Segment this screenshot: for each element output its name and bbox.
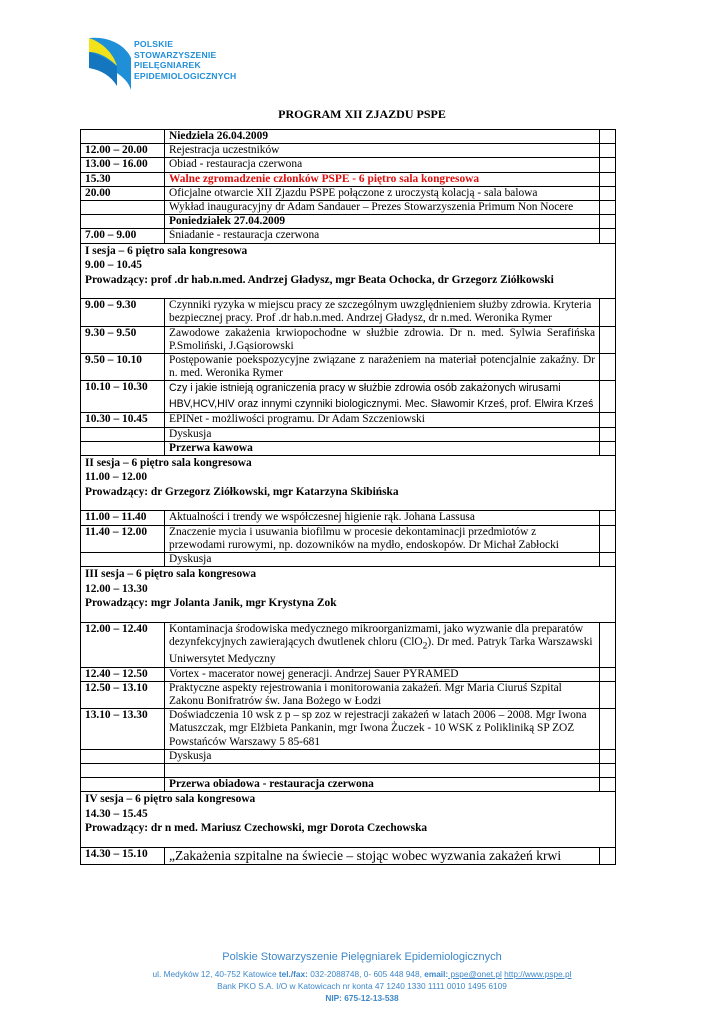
event-cell: Czynniki ryzyka w miejscu pracy ze szczególnym uwzględnieniem służby zdrowia. Kryteria bezpiecznej pracy. Prof .dr hab.n.med. Andrzej Gładysz, dr n.med. Weronika Rymer [165,299,600,326]
table-row [81,622,616,667]
footer-org: Polskie Stowarzyszenie Pielęgniarek Epidemiologicznych [222,951,502,963]
footer-contact: ul. Medyków 12, 40-752 Katowice tel./fax: 032-2088748, 0- 605 448 948, email: pspe@onet.pl http://www.pspe.pl [152,969,572,979]
session-chairs: Prowadzący: dr n med. Mariusz Czechowski, mgr Dorota Czechowska [85,822,428,835]
event-cell: Oficjalne otwarcie XII Zjazdu PSPE połączone z uroczystą kolacją - sala balowa [165,186,600,200]
discussion-cell: Dyskusja [165,553,600,567]
logo-line: POLSKIE [134,39,174,49]
logo-line: STOWARZYSZENIE [134,49,217,60]
event-cell: Śniadanie - restauracja czerwona [165,229,600,243]
event-cell: Znaczenie mycia i usuwania biofilmu w procesie dekontaminacji przedmiotów z przewodami rurowymi, np. dozowników na mydło, endoskopów. Dr Michał Zabłocki [165,525,600,552]
event-cell: Praktyczne aspekty rejestrowania i monitorowania zakażeń. Mgr Maria Ciuruś Szpital Zakonu Bonifratrów św. Jana Bożego w Łodzi [165,681,600,708]
session-header-row [81,567,616,623]
session-title: II sesja – 6 piętro sala kongresowa [85,456,252,469]
table-row [81,427,616,441]
footer-nip: NIP: 675-12-13-538 [325,993,399,1003]
session-time: 14.30 – 15.45 [85,807,148,820]
session-title: III sesja – 6 piętro sala kongresowa [85,568,257,581]
day-heading-row [81,215,616,229]
time-cell: 12.40 – 12.50 [81,667,165,681]
event-cell: Doświadczenia 10 wsk z p – sp zoz w rejestracji zakażeń w latach 2006 – 2008. Mgr Iwona Matuszczak, mgr Elżbieta Pankanin, mgr Iwona Żuczek - 10 WSK z Polikliniką SP ZOZ Powstańców Warszawy 5 85-681 [165,709,600,750]
time-cell: 9.30 – 9.50 [81,326,165,353]
session-header-row [81,243,616,299]
table-row [81,172,616,186]
time-cell: 20.00 [81,186,165,200]
table-row [81,326,616,353]
break-cell: Przerwa kawowa [165,441,600,455]
event-cell [165,622,600,667]
session-time: 12.00 – 13.30 [85,582,148,595]
event-text: ). Dr med. Patryk Tarka Warszawski Uniwersytet Medyczny [169,635,593,666]
event-cell: Obiad - restauracja czerwona [165,158,600,172]
day-heading-row [81,130,616,144]
table-row [81,778,616,792]
table-row [81,229,616,243]
session-chairs: Prowadzący: dr Grzegorz Ziółkowski, mgr Katarzyna Skibińska [85,485,399,498]
table-row [81,681,616,708]
break-cell: Przerwa obiadowa - restauracja czerwona [165,778,600,792]
table-row [81,299,616,326]
table-row [81,158,616,172]
table-row [81,441,616,455]
chem-subscript: 2 [422,641,428,652]
time-cell: 9.50 – 10.10 [81,353,165,380]
table-row [81,847,616,864]
table-row [81,764,616,778]
logo-text [134,39,236,81]
session-chairs: Prowadzący: mgr Jolanta Janik, mgr Krystyna Zok [85,597,337,610]
session-time: 11.00 – 12.00 [85,471,148,484]
time-cell: 9.00 – 9.30 [81,299,165,326]
time-cell: 10.30 – 10.45 [81,413,165,427]
time-cell [81,201,165,215]
time-cell: 14.30 – 15.10 [81,847,165,864]
table-row [81,144,616,158]
session-header-row [81,792,616,848]
table-row [81,511,616,525]
event-cell: Zawodowe zakażenia krwiopochodne w służbie zdrowia. Dr n. med. Sylwia Serafińska P.Smoliński, J.Gąsiorowski [165,326,600,353]
logo-mark-icon [87,36,137,92]
session-chairs: Prowadzący: prof .dr hab.n.med. Andrzej Gładysz, mgr Beata Ochocka, dr Grzegorz Ziółkowski [85,273,554,286]
event-cell: Aktualności i trendy we współczesnej higienie rąk. Johana Lassusa [165,511,600,525]
table-row [81,667,616,681]
session-title: IV sesja – 6 piętro sala kongresowa [85,793,256,806]
time-cell: 12.00 – 12.40 [81,622,165,667]
time-cell: 12.00 – 20.00 [81,144,165,158]
table-row [81,186,616,200]
event-cell: Vortex - macerator nowej generacji. Andrzej Sauer PYRAMED [165,667,600,681]
event-text: Kontaminacja środowiska medycznego mikroorganizmami, jako wyzwanie dla preparatów dezynfekcyjnych zawierających dwutlenek chloru (ClO [169,622,584,648]
table-row [81,201,616,215]
logo-line: EPIDEMIOLOGICZNYCH [134,70,237,81]
table-row [81,413,616,427]
event-cell: Wykład inauguracyjny dr Adam Sandauer – Prezes Stowarzyszenia Primum Non Nocere [165,201,600,215]
event-cell: Rejestracja uczestników [165,144,600,158]
event-cell-highlight: Walne zgromadzenie członków PSPE - 6 piętro sala kongresowa [165,172,600,186]
session-header-row [81,455,616,511]
table-row [81,553,616,567]
day-heading: Poniedziałek 27.04.2009 [165,215,600,229]
time-cell: 10.10 – 10.30 [81,381,165,413]
day-heading: Niedziela 26.04.2009 [165,130,600,144]
discussion-cell: Dyskusja [165,427,600,441]
time-cell: 13.00 – 16.00 [81,158,165,172]
footer-bank: Bank PKO S.A. I/O w Katowicach nr konta 47 1240 1330 1111 0010 1495 6109 [217,981,507,991]
event-cell: „Zakażenia szpitalne na świecie – stojąc wobec wyzwania zakażeń krwi [165,847,600,864]
time-cell: 7.00 – 9.00 [81,229,165,243]
event-cell: Czy i jakie istnieją ograniczenia pracy w służbie zdrowia osób zakażonych wirusami HBV,HCV,HIV oraz innymi czynniki biologicznymi. Mec. Sławomir Krześ, prof. Elwira Krześ [165,381,600,413]
website-link[interactable]: http://www.pspe.pl [504,969,572,979]
discussion-cell: Dyskusja [165,749,600,763]
pspe-logo [87,36,257,92]
time-cell: 12.50 – 13.10 [81,681,165,708]
time-cell: 11.00 – 11.40 [81,511,165,525]
session-time: 9.00 – 10.45 [85,259,142,272]
program-table [80,129,616,865]
table-row [81,525,616,552]
time-cell: 13.10 – 13.30 [81,709,165,750]
event-cell: Postępowanie poekspozycyjne związane z narażeniem na materiał potencjalnie zakaźny. Dr n. med. Weronika Rymer [165,353,600,380]
email-link[interactable]: pspe@onet.pl [448,969,502,979]
table-row [81,749,616,763]
event-cell: EPINet - możliwości programu. Dr Adam Szczeniowski [165,413,600,427]
table-row [81,709,616,750]
time-cell [81,130,165,144]
table-row [81,353,616,380]
table-row [81,381,616,413]
logo-line: PIELĘGNIAREK [134,60,201,70]
page-title: PROGRAM XII ZJAZDU PSPE [278,107,446,121]
time-cell: 15.30 [81,172,165,186]
time-cell: 11.40 – 12.00 [81,525,165,552]
footer [0,950,724,1004]
session-title: I sesja – 6 piętro sala kongresowa [85,244,248,257]
